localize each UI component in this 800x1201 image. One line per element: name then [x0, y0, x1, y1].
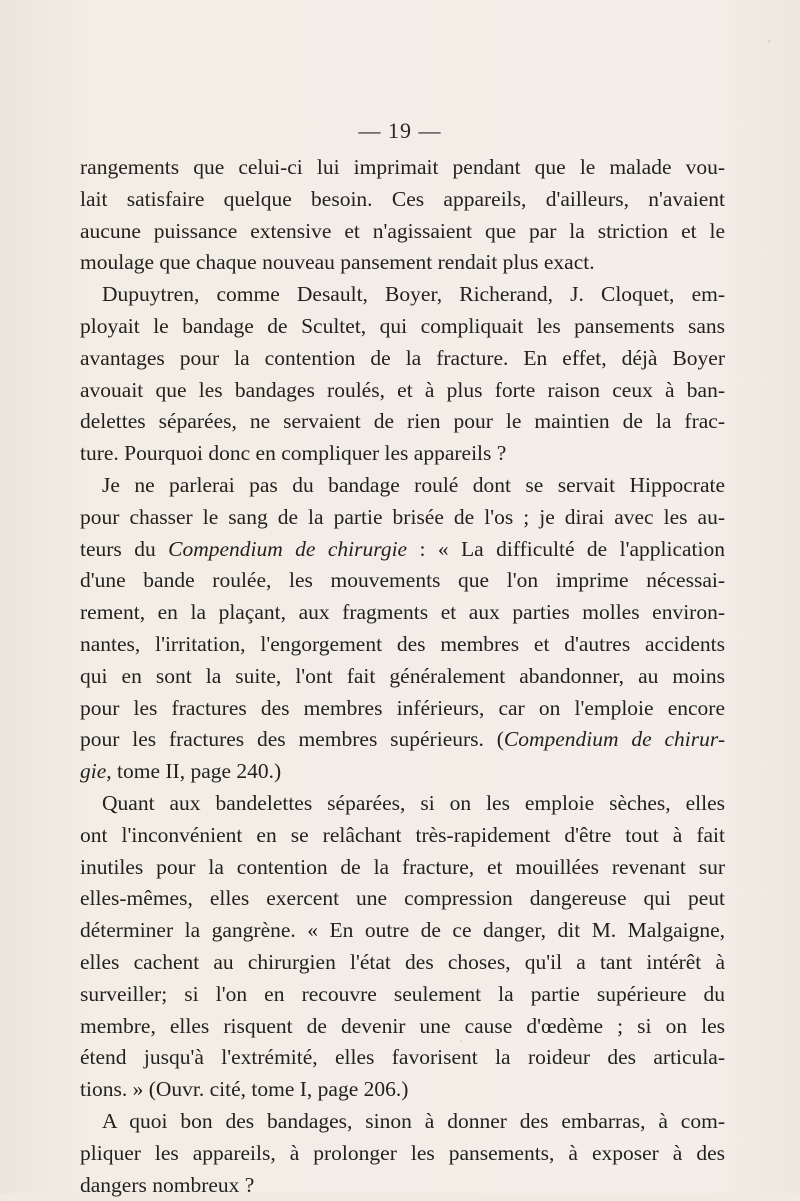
- text-line: d'une bande roulée, les mouvements que l'on imprime nécessai-: [80, 565, 725, 597]
- page-number-header: — 19 —: [0, 118, 800, 144]
- body-text: [80, 152, 725, 1201]
- text-line: qui en sont la suite, l'ont fait généralement abandonner, au moins: [80, 661, 725, 693]
- text-line: pour les fractures des membres inférieurs, car on l'emploie encore: [80, 693, 725, 725]
- text-line: Quant aux bandelettes séparées, si on les emploie sèches, elles: [80, 788, 725, 820]
- text-line: Je ne parlerai pas du bandage roulé dont se servait Hippocrate: [80, 470, 725, 502]
- text-line: nantes, l'irritation, l'engorgement des membres et d'autres accidents: [80, 629, 725, 661]
- text-line: surveiller; si l'on en recouvre seulement la partie supérieure du: [80, 979, 725, 1011]
- italic-title: Compendium de chirurgie: [168, 537, 407, 561]
- paper-speck: [460, 1040, 462, 1042]
- italic-title: Compendium de chirur-: [504, 727, 725, 751]
- text-line: membre, elles risquent de devenir une cause d'œdème ; si on les: [80, 1011, 725, 1043]
- text-line: ployait le bandage de Scultet, qui compliquait les pansements sans: [80, 311, 725, 343]
- text-line: elles cachent au chirurgien l'état des choses, qu'il a tant intérêt à: [80, 947, 725, 979]
- text-line: pliquer les appareils, à prolonger les pansements, à exposer à des: [80, 1138, 725, 1170]
- text-line: [80, 756, 725, 788]
- text-line: tions. » (Ouvr. cité, tome I, page 206.): [80, 1074, 725, 1106]
- text-span: : « La difficulté de l'application: [407, 537, 725, 561]
- text-line: déterminer la gangrène. « En outre de ce danger, dit M. Malgaigne,: [80, 915, 725, 947]
- text-span: pour les fractures des membres supérieurs. (: [80, 727, 504, 751]
- text-line: A quoi bon des bandages, sinon à donner des embarras, à com-: [80, 1106, 725, 1138]
- text-line: [80, 534, 725, 566]
- paper-speck: [768, 40, 770, 43]
- text-line: dangers nombreux ?: [80, 1170, 725, 1201]
- text-line: ture. Pourquoi donc en compliquer les appareils ?: [80, 438, 725, 470]
- text-line: rangements que celui-ci lui imprimait pendant que le malade vou-: [80, 152, 725, 184]
- text-line: [80, 724, 725, 756]
- text-line: ont l'inconvénient en se relâchant très-rapidement d'être tout à fait: [80, 820, 725, 852]
- text-line: aucune puissance extensive et n'agissaient que par la striction et le: [80, 216, 725, 248]
- text-line: Dupuytren, comme Desault, Boyer, Richerand, J. Cloquet, em-: [80, 279, 725, 311]
- text-line: avouait que les bandages roulés, et à plus forte raison ceux à ban-: [80, 375, 725, 407]
- text-line: rement, en la plaçant, aux fragments et aux parties molles environ-: [80, 597, 725, 629]
- italic-title: gie,: [80, 759, 112, 783]
- text-line: pour chasser le sang de la partie brisée de l'os ; je dirai avec les au-: [80, 502, 725, 534]
- text-line: étend jusqu'à l'extrémité, elles favorisent la roideur des articula-: [80, 1042, 725, 1074]
- text-line: lait satisfaire quelque besoin. Ces appareils, d'ailleurs, n'avaient: [80, 184, 725, 216]
- text-line: delettes séparées, ne servaient de rien pour le maintien de la frac-: [80, 406, 725, 438]
- text-line: moulage que chaque nouveau pansement rendait plus exact.: [80, 247, 725, 279]
- text-span: teurs du: [80, 537, 168, 561]
- text-line: avantages pour la contention de la fracture. En effet, déjà Boyer: [80, 343, 725, 375]
- text-line: inutiles pour la contention de la fracture, et mouillées revenant sur: [80, 852, 725, 884]
- text-line: elles-mêmes, elles exercent une compression dangereuse qui peut: [80, 883, 725, 915]
- text-span: tome II, page 240.): [112, 759, 282, 783]
